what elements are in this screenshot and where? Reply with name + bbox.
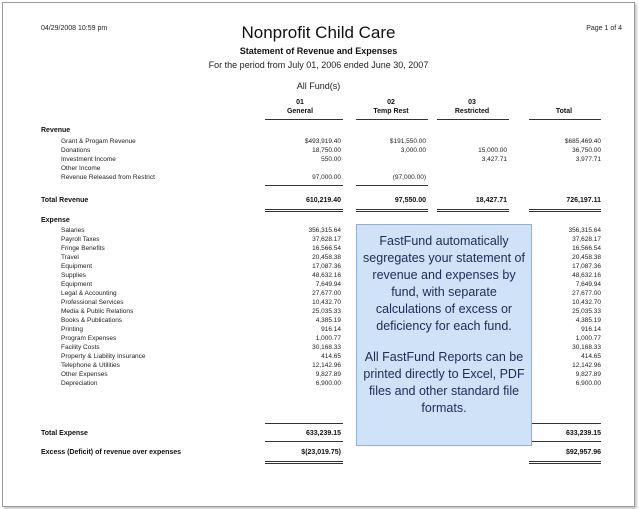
report-timestamp: 04/29/2008 10:59 pm <box>41 25 108 32</box>
cell-general: 550.00 <box>321 156 341 163</box>
cell-general: 12,142.96 <box>312 362 341 369</box>
row-label: Depreciation <box>61 380 98 387</box>
row-label: Other Income <box>61 165 101 172</box>
total-rule <box>265 441 343 442</box>
total-rule <box>356 211 428 212</box>
cell-general: 30,168.33 <box>312 344 341 351</box>
cell-general: 18,750.00 <box>312 147 341 154</box>
cell-temprest: (97,000.00) <box>392 174 426 181</box>
total-rule <box>529 211 601 212</box>
excess-label: Excess (Deficit) of revenue over expenses <box>41 449 182 456</box>
cell-general: 97,000.00 <box>312 174 341 181</box>
cell-general: 37,628.17 <box>312 236 341 243</box>
row-label: Program Expenses <box>61 335 117 342</box>
col-general-name: General <box>286 108 314 115</box>
total-rule <box>529 461 601 462</box>
row-label: Property & Liability Insurance <box>61 353 146 360</box>
total-rule <box>437 209 509 210</box>
cell-total: 16,566.54 <box>572 245 601 252</box>
report-page <box>2 2 635 507</box>
row-label: Equipment <box>61 281 93 288</box>
row-label: Printing <box>61 326 84 333</box>
cell-total: 7,649.94 <box>575 281 601 288</box>
row-label: Facility Costs <box>61 344 100 351</box>
row-label: Professional Services <box>61 299 124 306</box>
total-revenue-label: Total Revenue <box>41 197 89 204</box>
col-rule <box>437 119 509 120</box>
cell-general: 27,677.00 <box>312 290 341 297</box>
total-revenue-restricted: 18,427.71 <box>475 197 507 204</box>
cell-restricted: 15,000.00 <box>478 147 507 154</box>
statement-title: Statement of Revenue and Expenses <box>239 46 398 56</box>
row-label: Payroll Taxes <box>61 236 100 243</box>
cell-total: 30,168.33 <box>572 344 601 351</box>
row-label: Fringe Benefits <box>61 245 105 252</box>
cell-general: 414.65 <box>321 353 341 360</box>
cell-general: 9,827.89 <box>315 371 341 378</box>
cell-total: 25,035.33 <box>572 308 601 315</box>
cell-total: 17,087.36 <box>572 263 601 270</box>
total-revenue-general: 610,219.40 <box>305 197 341 204</box>
cell-total: 1,000.77 <box>575 335 601 342</box>
cell-general: 10,432.70 <box>312 299 341 306</box>
subtotal-rule <box>265 185 343 186</box>
row-label: Equipment <box>61 263 93 270</box>
total-expense-general: 633,239.15 <box>305 430 341 437</box>
cell-general: 7,649.94 <box>315 281 341 288</box>
row-label: Other Expenses <box>61 371 108 378</box>
cell-total: 3,977.71 <box>575 156 601 163</box>
cell-general: 16,566.54 <box>312 245 341 252</box>
col-rule <box>529 119 601 120</box>
cell-total: 4,385.19 <box>575 317 601 324</box>
cell-total: 9,827.89 <box>575 371 601 378</box>
cell-total: 27,677.00 <box>572 290 601 297</box>
org-title: Nonprofit Child Care <box>241 23 396 42</box>
excess-total: $92,957.96 <box>565 449 601 456</box>
total-revenue-total: 726,197.11 <box>566 197 601 204</box>
cell-general: 1,000.77 <box>315 335 341 342</box>
col-temprest-code: 02 <box>387 99 395 106</box>
total-rule <box>529 463 601 464</box>
total-expense-total: 633,239.15 <box>565 430 601 437</box>
total-expense-label: Total Expense <box>41 430 88 437</box>
row-label: Donations <box>61 147 91 154</box>
total-rule <box>529 209 601 210</box>
total-rule <box>437 211 509 212</box>
cell-temprest: $191,550.00 <box>389 138 426 145</box>
row-label: Books & Publications <box>61 317 123 324</box>
total-rule <box>265 209 343 210</box>
cell-general: $493,919.40 <box>304 138 341 145</box>
col-temprest-name: Temp Rest <box>373 108 409 115</box>
excess-general: $(23,019.75) <box>301 449 341 456</box>
total-rule <box>265 461 343 462</box>
report-body <box>9 9 628 500</box>
subtotal-rule <box>356 185 428 186</box>
col-restricted-code: 03 <box>468 99 476 106</box>
cell-general: 356,315.64 <box>308 227 341 234</box>
cell-total: 6,900.00 <box>575 380 601 387</box>
col-restricted-name: Restricted <box>454 108 490 115</box>
cell-total: 10,432.70 <box>572 299 601 306</box>
cell-total: 48,632.16 <box>572 272 601 279</box>
period-line: For the period from July 01, 2006 ended June 30, 2007 <box>208 60 429 70</box>
callout-text-export: All FastFund Reports can be printed directly to Excel, PDF files and other standard file formats. <box>363 350 525 415</box>
col-total-name: Total <box>555 108 573 115</box>
cell-total: 12,142.96 <box>572 362 601 369</box>
total-rule <box>356 209 428 210</box>
cell-general: 4,385.19 <box>315 317 341 324</box>
row-label: Investment Income <box>61 156 116 163</box>
row-label: Supplies <box>61 272 86 279</box>
row-label: Telephone & Utilities <box>61 362 120 369</box>
cell-total: 414.65 <box>581 353 601 360</box>
row-label: Media & Public Relations <box>61 308 134 315</box>
revenue-heading: Revenue <box>41 127 71 134</box>
funds-label: All Fund(s) <box>296 81 341 91</box>
expense-heading: Expense <box>41 217 70 224</box>
col-rule <box>265 119 343 120</box>
cell-total: 356,315.64 <box>568 227 601 234</box>
row-label: Grant & Progam Revenue <box>61 138 136 145</box>
total-rule <box>265 211 343 212</box>
cell-general: 25,035.33 <box>312 308 341 315</box>
cell-total: 916.14 <box>581 326 601 333</box>
total-revenue-temprest: 97,550.00 <box>394 197 426 204</box>
total-rule <box>265 463 343 464</box>
subtotal-rule <box>529 423 601 424</box>
cell-general: 20,458.38 <box>312 254 341 261</box>
row-label: Salaries <box>61 227 85 234</box>
row-label: Travel <box>61 254 79 261</box>
page-indicator: Page 1 of 4 <box>586 25 622 32</box>
cell-total: 20,458.38 <box>572 254 601 261</box>
fastfund-callout <box>356 224 532 446</box>
cell-general: 17,087.36 <box>312 263 341 270</box>
cell-total: $685,469.40 <box>564 138 601 145</box>
cell-total: 36,750.00 <box>572 147 601 154</box>
cell-general: 48,632.16 <box>312 272 341 279</box>
col-rule <box>356 119 428 120</box>
row-label: Revenue Released from Restrict <box>61 174 155 181</box>
row-label: Legal & Accounting <box>61 290 117 297</box>
cell-total: 37,628.17 <box>572 236 601 243</box>
col-general-code: 01 <box>296 99 304 106</box>
cell-general: 6,900.00 <box>315 380 341 387</box>
total-rule <box>529 441 601 442</box>
callout-text-segregation: FastFund automatically segregates your statement of revenue and expenses by fund, with separate calculations of excess or deficiency for each fund. <box>363 234 525 333</box>
subtotal-rule <box>265 423 343 424</box>
cell-general: 916.14 <box>321 326 341 333</box>
cell-restricted: 3,427.71 <box>481 156 507 163</box>
cell-temprest: 3,000.00 <box>400 147 426 154</box>
